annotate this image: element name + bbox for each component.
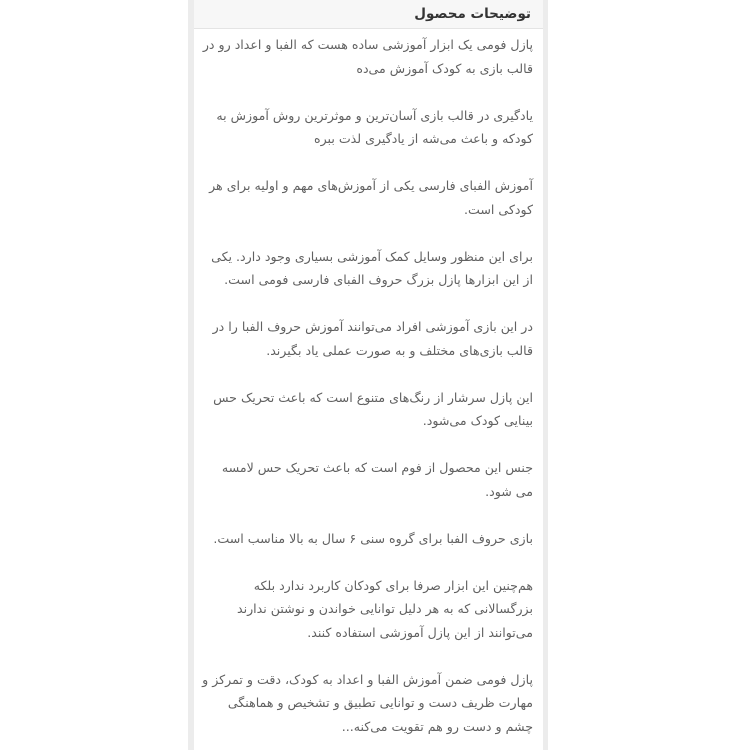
product-description-panel (194, 0, 543, 750)
description-paragraph: بازی حروف الفبا برای گروه سنی ۶ سال به بالا مناسب است. (213, 530, 533, 546)
description-body (194, 29, 543, 738)
description-paragraph: برای این منظور وسایل کمک آموزشی بسیاری وجود دارد. یکی از این ابزارها پازل بزرگ حروف الفبای فارسی فومی است. (211, 248, 533, 287)
description-paragraph: یادگیری در قالب بازی آسان‌ترین و موثرترین روش آموزش به کودکه و باعث می‌شه از یادگیری لذت ببره (216, 107, 533, 146)
description-paragraph: هم‌چنین این ابزار صرفا برای کودکان کاربرد ندارد بلکه بزرگسالانی که به هر دلیل توانایی خواندن و نوشتن ندارند می‌توانند از این پازل آموزشی استفاده کنند. (236, 577, 533, 640)
description-paragraph: آموزش الفبای فارسی یکی از آموزش‌های مهم و اولیه برای هر کودکی است. (209, 178, 533, 217)
description-paragraph: پازل فومی یک ابزار آموزشی ساده هست که الفبا و اعداد رو در قالب بازی به کودک آموزش می‌ده (202, 37, 533, 76)
panel-header (194, 0, 543, 29)
page-frame (188, 0, 548, 750)
description-paragraph: پازل فومی ضمن آموزش الفبا و اعداد به کودک، دقت و تمرکز و مهارت ظریف دست و توانایی تطبیق و تشخیص و هماهنگی چشم و دست رو هم تقویت می‌کنه... (202, 671, 533, 734)
panel-title: توضیحات محصول (414, 6, 531, 22)
description-paragraph: در این بازی آموزشی افراد می‌توانند آموزش حروف الفبا را در قالب بازی‌های مختلف و به صورت عملی یاد بگیرند. (212, 319, 533, 358)
description-paragraph: این پازل سرشار از رنگ‌های متنوع است که باعث تحریک حس بینایی کودک می‌شود. (213, 389, 533, 428)
description-paragraph: جنس این محصول از فوم است که باعث تحریک حس لامسه می شود. (221, 460, 533, 499)
